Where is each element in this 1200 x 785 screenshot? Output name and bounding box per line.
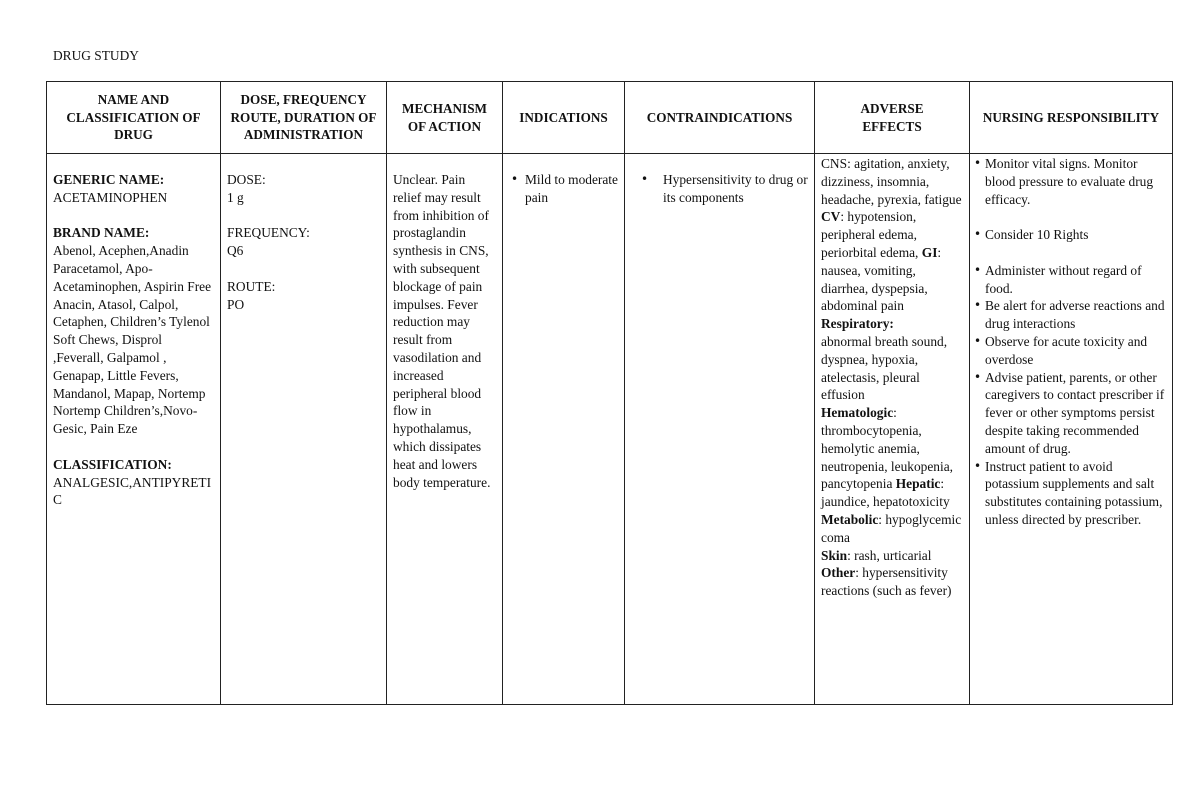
frequency-value: Q6 (227, 243, 244, 259)
mechanism-text: Unclear. Pain relief may result from inhibition of prostaglandin synthesis in CNS, with subsequent blockage of pain impulses. Fever reduction may result from vasodilation and increased peripheral blood flow in hypothalamus, which dissipates heat and lowers body temperature. (393, 172, 491, 490)
route-label: ROUTE: (227, 278, 276, 294)
indications-list (509, 171, 618, 207)
table-row (47, 154, 1173, 705)
table-header-row (47, 82, 1173, 154)
respiratory-label: Respiratory: (821, 316, 894, 332)
list-item: • Administer without regard of food. (974, 262, 1166, 298)
cns-text: : agitation, anxiety, dizziness, insomnia, headache, pyrexia, fatigue (821, 156, 962, 207)
list-item: • Consider 10 Rights (974, 226, 1166, 244)
gi-text: : nausea, vomiting, diarrhea, dyspepsia, abdominal pain (821, 244, 942, 314)
route-value: PO (227, 296, 245, 312)
cell-dose-frequency (221, 154, 387, 705)
header-mechanism: MECHANISM OF ACTION (387, 82, 503, 154)
generic-name-value: ACETAMINOPHEN (53, 189, 168, 205)
hematologic-text: : thrombocytopenia, hemolytic anemia, neutropenia, leukopenia, pancytopenia (821, 405, 953, 492)
skin-label: Skin (821, 547, 848, 563)
gi-label: GI (921, 244, 938, 260)
list-item: • Hypersensitivity to drug or its components (637, 171, 808, 207)
skin-text: : rash, urticarial (847, 547, 932, 563)
cv-text: : hypotension, peripheral edema, periorbital edema, (821, 209, 919, 260)
other-text: : hypersensitivity reactions (such as fever) (821, 565, 952, 599)
frequency-label: FREQUENCY: (227, 225, 310, 241)
dose-label: DOSE: (227, 172, 266, 187)
respiratory-text: abnormal breath sound, dyspnea, hypoxia, atelectasis, pleural effusion (821, 333, 948, 403)
dose-value: 1 g (227, 189, 244, 205)
drug-study-table (46, 81, 1173, 705)
header-name-classification: NAME AND CLASSIFICATION OF DRUG (47, 82, 221, 154)
list-item: • Instruct patient to avoid potassium supplements and salt substitutes containing potassium, unless directed by prescriber. (974, 458, 1166, 529)
list-item: • Advise patient, parents, or other caregivers to contact prescriber if fever or other symptoms persist despite taking recommended amount of drug. (974, 369, 1166, 458)
header-dose-frequency: DOSE, FREQUENCY ROUTE, DURATION OF ADMINISTRATION (221, 82, 387, 154)
cell-nursing-responsibility (970, 154, 1173, 705)
metabolic-label: Metabolic (821, 511, 879, 527)
hepatic-label: Hepatic (895, 476, 941, 492)
classification-value: ANALGESIC,ANTIPYRETIC (53, 474, 212, 508)
brand-name-value: Abenol, Acephen,Anadin Paracetamol, Apo-Acetaminophen, Aspirin Free Anacin, Atasol, Calpol, Cetaphen, Children’s Tylenol Soft Chews, Disprol ,Feverall, Galpamol , Genapap, Little Fevers, Mandanol, Mapap, Nortemp Nortemp Children’s,Novo-Gesic, Pain Eze (53, 243, 212, 437)
brand-name-label: BRAND NAME: (53, 225, 150, 241)
metabolic-text: : hypoglycemic coma (821, 511, 962, 545)
cell-mechanism (387, 154, 503, 705)
header-contraindications: CONTRAINDICATIONS (625, 82, 815, 154)
generic-name-label: GENERIC NAME: (53, 172, 165, 187)
header-nursing-responsibility: NURSING RESPONSIBILITY (970, 82, 1173, 154)
list-item: • Be alert for adverse reactions and drug interactions (974, 297, 1166, 333)
adverse-effects-text (821, 155, 963, 600)
cell-contraindications (625, 154, 815, 705)
classification-label: CLASSIFICATION: (53, 456, 172, 472)
document-title: DRUG STUDY (53, 48, 139, 63)
list-item: • Observe for acute toxicity and overdose (974, 333, 1166, 369)
contraindications-list (637, 171, 808, 207)
hepatic-text: : jaundice, hepatotoxicity (821, 476, 950, 510)
list-item: • Monitor vital signs. Monitor blood pressure to evaluate drug efficacy. (974, 155, 1166, 208)
header-indications: INDICATIONS (503, 82, 625, 154)
other-label: Other (821, 565, 856, 581)
hematologic-label: Hematologic (821, 405, 894, 421)
list-item: • Mild to moderate pain (509, 171, 618, 207)
header-adverse-effects: ADVERSE EFFECTS (815, 82, 970, 154)
cv-label: CV (821, 209, 841, 225)
cns-label: CNS (821, 156, 848, 171)
cell-indications (503, 154, 625, 705)
cell-name-classification (47, 154, 221, 705)
cell-adverse-effects (815, 154, 970, 705)
nursing-list (974, 155, 1166, 529)
